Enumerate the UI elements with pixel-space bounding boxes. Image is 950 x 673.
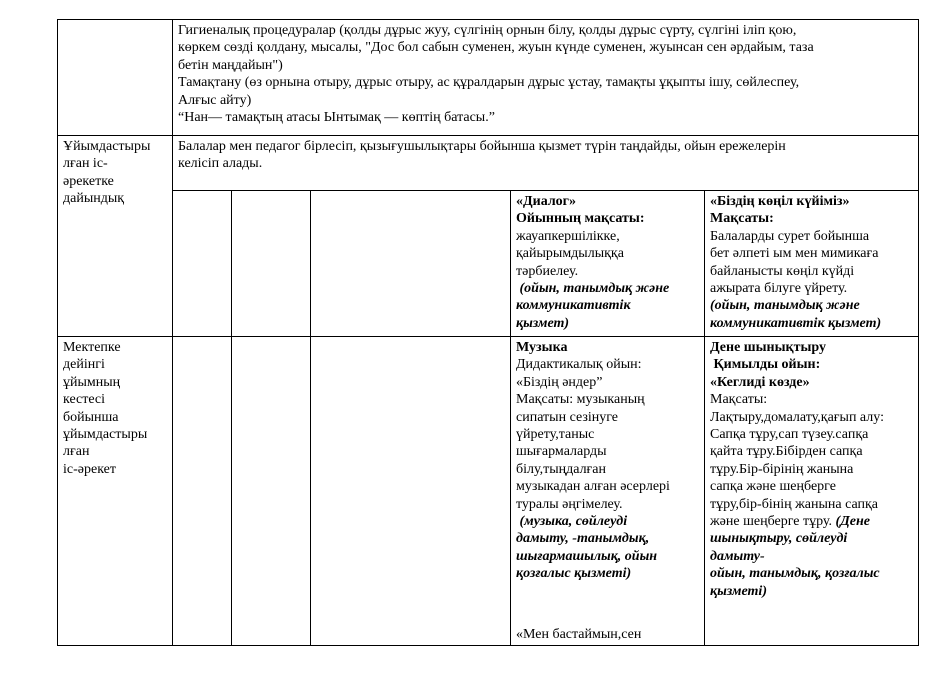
pe-text-line: қайта тұру.Бібірден сапқа (710, 444, 863, 460)
row-divider (57, 336, 919, 337)
music-text-line: шығармаларды (516, 444, 607, 460)
prep-text-line: Балалар мен педагог бірлесіп, қызығушылықтары бойынша қызмет түрін таңдайды, ойын ережелерін (178, 139, 786, 154)
goal-text-line: бет әлпеті ым мен мимикаға (710, 246, 879, 262)
activity-note-line: қызметі) (710, 583, 767, 599)
music-cell (516, 339, 670, 583)
activity-note-line: дамыту- (710, 548, 765, 564)
music-tail-line (516, 626, 641, 643)
row-label-line: Ұйымдастыры (63, 139, 151, 154)
hygiene-cell (178, 22, 814, 126)
music-title: Музыка (516, 340, 568, 355)
prep-row-label (63, 138, 150, 208)
pe-mixed-line (710, 513, 884, 530)
meal-line: Тамақтану (өз орнына отыру, дұрыс отыру, ас құралдарын дұрыс ұстау, тамақты ұқыпты ішу, сөйлеспеу, (178, 75, 800, 91)
row-label-line: әрекетке (63, 173, 114, 189)
mood-game-cell (710, 193, 881, 332)
music-text-line: үйрету,таныс (516, 427, 595, 443)
pe-text-line: Сапқа тұру,сап түзеу.сапқа (710, 427, 869, 443)
music-text-line: Дидактикалық ойын: (516, 357, 642, 373)
music-text-line: музыкадан алған әсерлері (516, 479, 670, 495)
row-label-line: Мектепке (63, 340, 121, 355)
dialog-title: «Диалог» (516, 194, 577, 209)
table-border-top (57, 19, 919, 20)
column-divider (231, 190, 232, 646)
goal-text-line: байланысты көңіл күйді (710, 263, 855, 279)
row-label-line: лған іс- (63, 156, 108, 172)
column-divider (172, 19, 173, 646)
row-label-line: дайындық (63, 191, 125, 207)
music-text-line: «Біздің әндер” (516, 374, 603, 390)
pe-game-name: «Кеглиді көзде» (710, 374, 810, 390)
activity-note-line: (ойын, танымдық және (710, 298, 860, 314)
goal-text-line: Балаларды сурет бойынша (710, 228, 870, 244)
pe-game-label: Қимылды ойын: (710, 357, 821, 373)
row-divider (57, 135, 919, 136)
physical-education-cell (710, 339, 884, 600)
hygiene-line: Гигиеналық процедуралар (қолды дұрыс жуу, сүлгінің орнын білу, қолды дұрыс сүрту, сүлгіні іліп қою, (178, 23, 797, 38)
pe-text-line: сапқа және шеңберге (710, 479, 836, 495)
activity-note-line: (ойын, танымдық және (516, 281, 670, 297)
activity-note-line: шығармашылық, ойын (516, 548, 658, 564)
pe-text-line: Лақтыру,домалату,қағып алу: (710, 409, 884, 425)
activity-note-line: қызмет) (516, 315, 570, 331)
row-label-line: бойынша (63, 409, 119, 425)
game-goal-label: Ойынның мақсаты: (516, 211, 645, 227)
row-label-line: кестесі (63, 392, 106, 408)
goal-text-line: жауапкершілікке, (516, 228, 620, 244)
pe-title: Дене шынықтыру (710, 340, 827, 355)
goal-text-line: ажырата білуге үйрету. (710, 281, 848, 297)
row-label-line: іс-әрекет (63, 461, 116, 477)
music-text-line: Мақсаты: музыканың (516, 392, 645, 408)
goal-text-line: қайырымдылыққа (516, 246, 624, 262)
music-text-line: сипатын сезінуге (516, 409, 619, 425)
hygiene-line: көркем сөзді қолдану, мысалы, "Дос бол сабын суменен, жуын күнде суменен, жуынсан сен әрдайым, таза (178, 40, 814, 56)
schedule-row-label (63, 339, 147, 478)
row-label-line: дейінгі (63, 357, 105, 373)
prep-text-line: келісіп алады. (178, 156, 263, 172)
activity-note-fragment: (Дене (835, 514, 870, 530)
proverb-line: “Нан— тамақтың атасы Ынтымақ — көптің батасы.” (178, 110, 495, 126)
activity-note-line: (музыка, сөйлеуді (516, 514, 628, 530)
activity-note-line: қозғалыс қызметі) (516, 566, 632, 582)
table-border-bottom (57, 645, 919, 646)
table-border-left (57, 19, 58, 646)
goal-label: Мақсаты: (710, 211, 774, 227)
column-divider (510, 190, 511, 646)
dialog-game-cell (516, 193, 669, 332)
activity-note-line: коммуникативтік қызмет) (710, 315, 882, 331)
row-label-line: ұйымдастыры (63, 427, 148, 443)
pe-text-fragment: және шеңберге тұру. (710, 514, 836, 530)
pe-text-line: тұру.Бір-бірінің жанына (710, 461, 854, 477)
activity-note-line: коммуникативтік (516, 298, 631, 314)
table-border-right (918, 19, 919, 646)
mood-title: «Біздің көңіл күйіміз» (710, 194, 850, 209)
activity-note-line: шынықтыру, сөйлеуді (710, 531, 848, 547)
row-label-line: лған (63, 444, 90, 460)
goal-text-line: тәрбиелеу. (516, 263, 579, 279)
column-divider (704, 190, 705, 646)
activity-note-line: ойын, танымдық, қозғалыс (710, 566, 880, 582)
pe-text-line: тұру,бір-бінің жанына сапқа (710, 496, 879, 512)
music-text-line: білу,тыңдалған (516, 461, 607, 477)
music-tail-text: «Мен бастаймын,сен (516, 627, 642, 642)
prep-description (178, 138, 786, 173)
pe-text-line: Мақсаты: (710, 392, 768, 408)
row-label-line: ұйымның (63, 374, 121, 390)
activity-note-line: дамыту, -танымдық, (516, 531, 650, 547)
meal-line: Алғыс айту) (178, 92, 252, 108)
hygiene-line: бетін маңдайын") (178, 57, 283, 73)
row-divider (172, 190, 919, 191)
column-divider (310, 190, 311, 646)
music-text-line: туралы әңгімелеу. (516, 496, 623, 512)
